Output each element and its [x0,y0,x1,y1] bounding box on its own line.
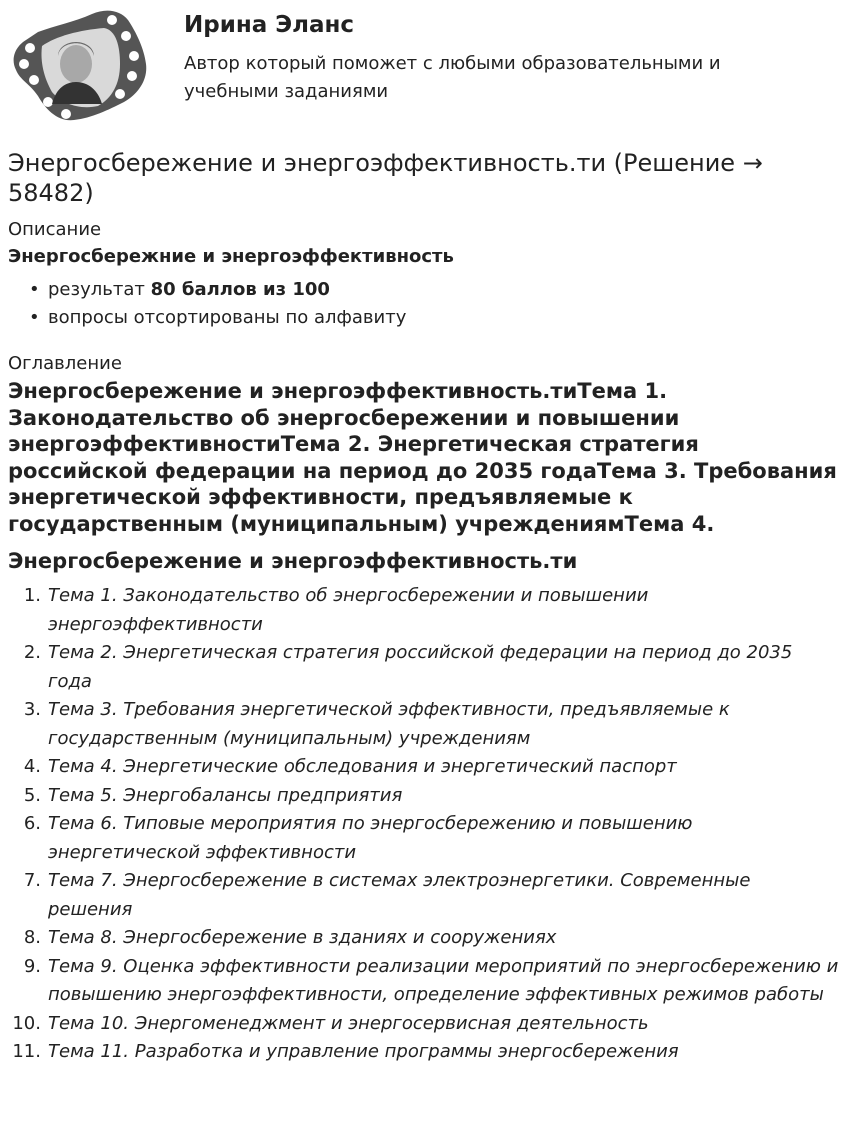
topic-number: 10. [12,1012,41,1034]
topic-text: Тема 3. Требования энергетической эффективности, предъявляемые к государственным (муниципальным) учреждениям [48,699,730,749]
result-bullet [8,276,839,304]
document-content [0,148,847,1067]
topic-text: Тема 10. Энергоменеджмент и энергосервисная деятельность [48,1012,649,1034]
topic-item [8,582,839,639]
topic-number: 4. [23,756,41,777]
topic-text: Тема 7. Энергосбережение в системах электроэнергетики. Современные решения [48,870,751,920]
description-label: Описание [8,219,102,240]
topic-number: 5. [23,784,41,806]
topic-text: Тема 2. Энергетическая стратегия российской федерации на период до 2035 года [48,642,793,692]
document-title: Энергосбережение и энергоэффективность.ти (Решение → 58482) [8,149,763,207]
topic-number: 3. [23,699,41,720]
topic-item [8,924,839,953]
topic-item [8,953,839,1010]
topic-item [8,782,839,811]
topic-number: 11. [12,1041,41,1062]
topic-item [8,639,839,696]
topic-number: 8. [23,927,41,948]
author-name: Ирина Эланс [184,12,355,38]
topic-text: Тема 8. Энергосбережение в зданиях и сооружениях [48,927,557,948]
author-header [0,0,847,128]
toc-flat-text: Энергосбережение и энергоэффективность.тиТема 1. Законодательство об энергосбережении и повышении энергоэффективностиТема 2. Энергетическая стратегия российской федерации на период до 2035 годаТема 3. Требования энергетической эффективности, предъявляемые к государственным (муниципальным) учреждениямТема 4. [8,379,837,536]
topic-item [8,1038,839,1067]
topic-number: 9. [23,955,41,977]
author-avatar [8,6,150,126]
topic-text: Тема 11. Разработка и управление программы энергосбережения [48,1041,679,1062]
topic-item [8,867,839,924]
sorted-bullet: • вопросы отсортированы по алфавиту [8,304,839,332]
toc-label: Оглавление [8,353,122,374]
result-value: 80 баллов из 100 [150,279,330,300]
description-bullets [8,276,839,332]
topic-number: 2. [23,642,41,663]
topic-text: Тема 9. Оценка эффективности реализации мероприятий по энергосбережению и повышению энергоэффективности, определение эффективных режимов работы [48,955,839,1005]
description-title: Энергосбережние и энергоэффективность [8,246,454,267]
topic-number: 7. [23,870,41,891]
topic-number: 1. [23,585,41,606]
topic-text: Тема 5. Энергобалансы предприятия [48,784,403,806]
section-title: Энергосбережение и энергоэффективность.ти [8,549,578,573]
result-prefix: результат [48,279,151,300]
author-description: Автор который поможет с любыми образовательными и учебными заданиями [184,53,721,102]
topic-item [8,696,839,753]
topic-text: Тема 6. Типовые мероприятия по энергосбережению и повышению энергетической эффективности [48,813,693,863]
topic-text: Тема 4. Энергетические обследования и энергетический паспорт [48,756,677,777]
topic-item [8,1010,839,1039]
topic-text: Тема 1. Законодательство об энергосбережении и повышении энергоэффективности [48,585,649,635]
topic-number: 6. [23,813,41,834]
topic-item [8,810,839,867]
topics-list [8,582,839,1067]
topic-item [8,753,839,782]
